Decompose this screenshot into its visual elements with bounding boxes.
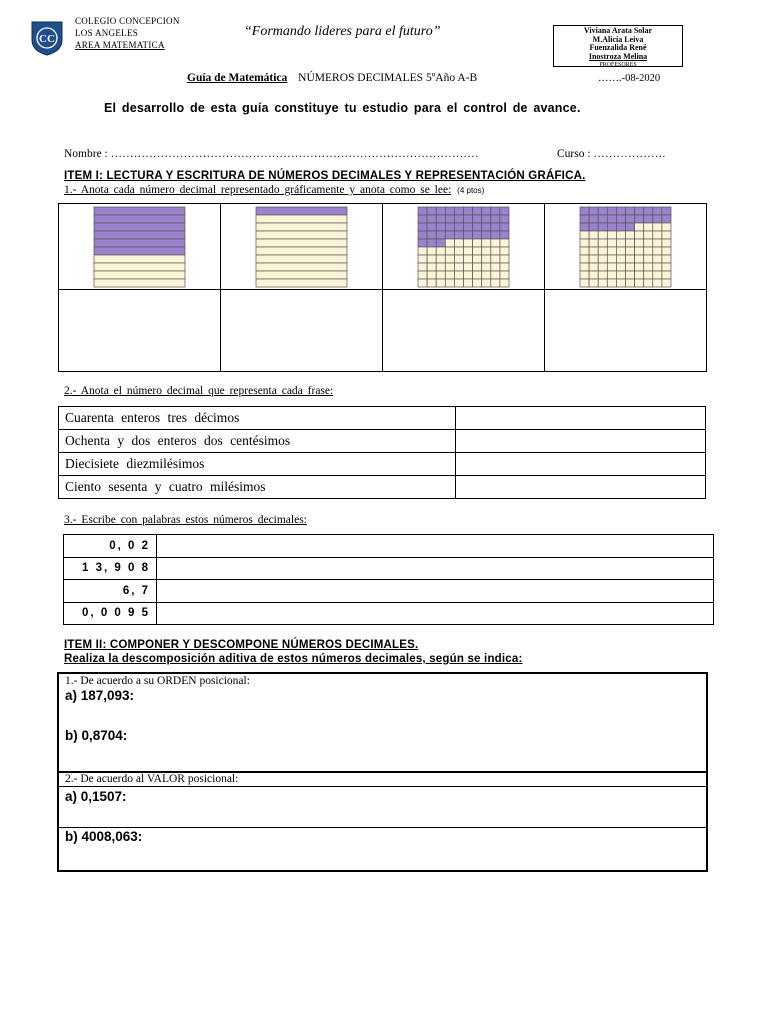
shaded-part <box>598 207 607 215</box>
shaded-part <box>653 207 662 215</box>
unshaded-part <box>616 271 625 279</box>
shaded-part <box>473 215 482 223</box>
shaded-part <box>616 223 625 231</box>
shaded-part <box>473 231 482 239</box>
shaded-part <box>626 215 635 223</box>
shaded-part <box>626 207 635 215</box>
shaded-part <box>589 215 598 223</box>
unshaded-part <box>464 239 473 247</box>
unshaded-part <box>454 271 463 279</box>
unshaded-part <box>589 263 598 271</box>
item1-title: ITEM I: LECTURA Y ESCRITURA DE NÚMEROS DECIMALES Y REPRESENTACIÓN GRÁFICA. <box>64 170 586 182</box>
shaded-part <box>436 231 445 239</box>
unshaded-part <box>256 215 347 223</box>
q1-points: (4 ptos) <box>457 186 485 195</box>
intro-text: El desarrollo de esta guía constituye tu estudio para el control de avance. <box>104 101 581 115</box>
unshaded-part <box>256 231 347 239</box>
unshaded-part <box>427 255 436 263</box>
unshaded-part <box>644 271 653 279</box>
shaded-part <box>491 215 500 223</box>
unshaded-part <box>491 271 500 279</box>
unshaded-part <box>662 231 671 239</box>
unshaded-part <box>427 271 436 279</box>
unshaded-part <box>635 239 644 247</box>
answer-cell[interactable] <box>456 407 706 430</box>
teachers-caption: PROFESORES <box>599 62 637 69</box>
school-name: COLEGIO CONCEPCION <box>75 16 180 26</box>
unshaded-part <box>653 247 662 255</box>
shaded-part <box>427 223 436 231</box>
unshaded-part <box>626 263 635 271</box>
unshaded-part <box>464 247 473 255</box>
svg-text:CC: CC <box>39 33 55 45</box>
grid-representation-table <box>58 203 707 372</box>
table-row <box>64 557 714 580</box>
unshaded-part <box>445 247 454 255</box>
unshaded-part <box>589 271 598 279</box>
shaded-part <box>94 207 185 215</box>
unshaded-part <box>454 247 463 255</box>
shaded-part <box>427 239 436 247</box>
shaded-part <box>454 207 463 215</box>
number-cell: 0, 0 2 <box>64 535 157 558</box>
unshaded-part <box>256 223 347 231</box>
guide-title: NÚMEROS DECIMALES 5ºAño A-B <box>298 72 478 84</box>
answer-cell[interactable] <box>157 535 714 558</box>
decimal-grid-figure <box>579 206 672 288</box>
unshaded-part <box>500 279 509 287</box>
unshaded-part <box>662 263 671 271</box>
unshaded-part <box>580 239 589 247</box>
unshaded-part <box>662 223 671 231</box>
unshaded-part <box>653 271 662 279</box>
shaded-part <box>94 247 185 255</box>
shaded-part <box>427 231 436 239</box>
shaded-part <box>454 223 463 231</box>
unshaded-part <box>500 239 509 247</box>
part2-item-a: a) 0,1507: <box>65 789 127 804</box>
teacher-name: Fuenzalida René <box>589 43 647 53</box>
shaded-part <box>626 223 635 231</box>
unshaded-part <box>436 247 445 255</box>
unshaded-part <box>662 271 671 279</box>
unshaded-part <box>589 255 598 263</box>
unshaded-part <box>635 223 644 231</box>
shaded-part <box>464 207 473 215</box>
phrase-cell: Cuarenta enteros tres décimos <box>59 407 456 430</box>
part2-label: 2.- De acuerdo al VALOR posicional: <box>65 773 239 785</box>
unshaded-part <box>644 223 653 231</box>
shaded-part <box>94 239 185 247</box>
unshaded-part <box>607 239 616 247</box>
shaded-part <box>482 223 491 231</box>
part1-item-b: b) 0,8704: <box>65 728 128 743</box>
item2-subtitle: Realiza la descomposición aditiva de estos números decimales, según se indica: <box>64 653 523 665</box>
shaded-part <box>473 223 482 231</box>
shaded-part <box>445 215 454 223</box>
shaded-part <box>436 215 445 223</box>
part1-item-a: a) 187,093: <box>65 688 135 703</box>
unshaded-part <box>653 231 662 239</box>
unshaded-part <box>256 247 347 255</box>
unshaded-part <box>598 247 607 255</box>
shaded-part <box>662 207 671 215</box>
unshaded-part <box>598 239 607 247</box>
words-table <box>63 534 714 625</box>
unshaded-part <box>589 239 598 247</box>
unshaded-part <box>626 271 635 279</box>
unshaded-part <box>256 255 347 263</box>
shaded-part <box>580 207 589 215</box>
unshaded-part <box>626 247 635 255</box>
shaded-part <box>418 223 427 231</box>
grid-cell <box>383 204 545 290</box>
unshaded-part <box>626 231 635 239</box>
q2-instruction: 2.- Anota el número decimal que representa cada frase: <box>64 385 334 397</box>
shaded-part <box>616 215 625 223</box>
number-cell: 1 3, 9 0 8 <box>64 557 157 580</box>
answer-cell[interactable] <box>157 580 714 603</box>
answer-cell[interactable] <box>59 290 221 372</box>
unshaded-part <box>500 255 509 263</box>
unshaded-part <box>598 271 607 279</box>
phrase-cell: Diecisiete diezmilésimos <box>59 453 456 476</box>
unshaded-part <box>464 255 473 263</box>
shaded-part <box>418 239 427 247</box>
unshaded-part <box>436 263 445 271</box>
unshaded-part <box>635 263 644 271</box>
phrase-cell: Ciento sesenta y cuatro milésimos <box>59 476 456 499</box>
unshaded-part <box>473 271 482 279</box>
unshaded-part <box>482 263 491 271</box>
guide-label: Guía de Matemática <box>187 72 288 84</box>
unshaded-part <box>491 263 500 271</box>
answer-cell[interactable] <box>545 290 707 372</box>
shaded-part <box>256 207 347 215</box>
unshaded-part <box>598 279 607 287</box>
unshaded-part <box>256 271 347 279</box>
number-cell: 0, 0 0 9 5 <box>64 602 157 625</box>
unshaded-part <box>653 223 662 231</box>
school-info <box>75 15 180 51</box>
unshaded-part <box>598 231 607 239</box>
unshaded-part <box>589 279 598 287</box>
unshaded-part <box>662 239 671 247</box>
unshaded-part <box>500 271 509 279</box>
shaded-part <box>491 223 500 231</box>
unshaded-part <box>436 271 445 279</box>
unshaded-part <box>616 239 625 247</box>
number-cell: 6, 7 <box>64 580 157 603</box>
unshaded-part <box>644 247 653 255</box>
decomposition-box <box>57 672 708 872</box>
answer-cell[interactable] <box>456 430 706 453</box>
shaded-part <box>436 223 445 231</box>
shaded-part <box>491 231 500 239</box>
unshaded-part <box>94 255 185 263</box>
unshaded-part <box>418 255 427 263</box>
shaded-part <box>482 215 491 223</box>
shaded-part <box>418 207 427 215</box>
teacher-name: Inostroza Melina <box>588 51 648 61</box>
unshaded-part <box>418 247 427 255</box>
unshaded-part <box>653 279 662 287</box>
q3-instruction: 3.- Escribe con palabras estos números decimales: <box>64 514 307 526</box>
shaded-part <box>644 207 653 215</box>
shaded-part <box>607 215 616 223</box>
decimal-grid-figure <box>93 206 186 288</box>
unshaded-part <box>635 255 644 263</box>
shaded-part <box>427 207 436 215</box>
shaded-part <box>436 207 445 215</box>
shaded-part <box>500 223 509 231</box>
unshaded-part <box>473 239 482 247</box>
unshaded-part <box>256 239 347 247</box>
motto: “Formando lideres para el futuro” <box>244 24 441 39</box>
shaded-part <box>464 223 473 231</box>
table-row <box>64 535 714 558</box>
shaded-part <box>500 215 509 223</box>
unshaded-part <box>589 231 598 239</box>
unshaded-part <box>454 239 463 247</box>
unshaded-part <box>482 279 491 287</box>
unshaded-part <box>256 263 347 271</box>
shaded-part <box>653 215 662 223</box>
shaded-part <box>94 231 185 239</box>
table-row <box>59 476 706 499</box>
unshaded-part <box>626 279 635 287</box>
shaded-part <box>580 223 589 231</box>
table-row <box>64 580 714 603</box>
name-field[interactable]: Nombre : …………………………………………………………………………………… <box>64 148 479 160</box>
answer-cell[interactable] <box>221 290 383 372</box>
shaded-part <box>607 207 616 215</box>
unshaded-part <box>491 239 500 247</box>
unshaded-part <box>653 263 662 271</box>
teachers-box <box>553 25 683 67</box>
unshaded-part <box>607 271 616 279</box>
table-row <box>59 407 706 430</box>
shaded-part <box>491 207 500 215</box>
unshaded-part <box>580 263 589 271</box>
unshaded-part <box>589 247 598 255</box>
shaded-part <box>644 215 653 223</box>
answer-cell[interactable] <box>383 290 545 372</box>
answer-cell[interactable] <box>157 602 714 625</box>
decimal-grid-figure <box>255 206 348 288</box>
shaded-part <box>445 207 454 215</box>
unshaded-part <box>473 247 482 255</box>
unshaded-part <box>580 279 589 287</box>
unshaded-part <box>482 255 491 263</box>
grid-cell <box>221 204 383 290</box>
unshaded-part <box>464 263 473 271</box>
unshaded-part <box>482 271 491 279</box>
unshaded-part <box>607 231 616 239</box>
shaded-part <box>418 215 427 223</box>
unshaded-part <box>616 247 625 255</box>
school-area: AREA MATEMATICA <box>75 40 165 50</box>
unshaded-part <box>436 255 445 263</box>
unshaded-part <box>653 239 662 247</box>
unshaded-part <box>662 247 671 255</box>
unshaded-part <box>94 263 185 271</box>
unshaded-part <box>445 239 454 247</box>
shaded-part <box>445 231 454 239</box>
phrase-cell: Ochenta y dos enteros dos centésimos <box>59 430 456 453</box>
unshaded-part <box>473 279 482 287</box>
unshaded-part <box>500 247 509 255</box>
table-row <box>64 602 714 625</box>
unshaded-part <box>616 279 625 287</box>
unshaded-part <box>491 279 500 287</box>
unshaded-part <box>644 239 653 247</box>
shaded-part <box>635 207 644 215</box>
unshaded-part <box>482 247 491 255</box>
grid-cell <box>545 204 707 290</box>
unshaded-part <box>644 231 653 239</box>
unshaded-part <box>418 263 427 271</box>
item2-title: ITEM II: COMPONER Y DESCOMPONE NÚMEROS DECIMALES. <box>64 639 419 651</box>
unshaded-part <box>418 279 427 287</box>
shaded-part <box>473 207 482 215</box>
shaded-part <box>454 215 463 223</box>
part1-label: 1.- De acuerdo a su ORDEN posicional: <box>65 675 250 687</box>
divider <box>59 786 706 787</box>
unshaded-part <box>598 263 607 271</box>
unshaded-part <box>445 255 454 263</box>
shaded-part <box>436 239 445 247</box>
shaded-part <box>427 215 436 223</box>
unshaded-part <box>454 255 463 263</box>
unshaded-part <box>473 263 482 271</box>
unshaded-part <box>454 263 463 271</box>
unshaded-part <box>662 279 671 287</box>
shaded-part <box>418 231 427 239</box>
decimal-grid-figure <box>417 206 510 288</box>
table-row <box>59 430 706 453</box>
shaded-part <box>598 215 607 223</box>
shaded-part <box>580 215 589 223</box>
unshaded-part <box>662 255 671 263</box>
table-row <box>59 453 706 476</box>
answer-cell[interactable] <box>456 453 706 476</box>
unshaded-part <box>580 255 589 263</box>
shaded-part <box>464 215 473 223</box>
unshaded-part <box>94 279 185 287</box>
shaded-part <box>500 231 509 239</box>
guide-date: …….-08-2020 <box>598 73 661 84</box>
q1-instruction <box>64 184 484 196</box>
shaded-part <box>589 207 598 215</box>
part2-item-b: b) 4008,063: <box>65 829 143 844</box>
school-city: LOS ANGELES <box>75 28 139 38</box>
unshaded-part <box>482 239 491 247</box>
unshaded-part <box>598 255 607 263</box>
unshaded-part <box>607 263 616 271</box>
unshaded-part <box>491 255 500 263</box>
unshaded-part <box>445 263 454 271</box>
answer-cell[interactable] <box>157 557 714 580</box>
shaded-part <box>635 215 644 223</box>
unshaded-part <box>607 255 616 263</box>
unshaded-part <box>653 255 662 263</box>
answer-cell[interactable] <box>456 476 706 499</box>
unshaded-part <box>616 231 625 239</box>
unshaded-part <box>616 263 625 271</box>
unshaded-part <box>427 279 436 287</box>
shaded-part <box>598 223 607 231</box>
divider <box>59 827 706 828</box>
shaded-part <box>445 223 454 231</box>
unshaded-part <box>644 263 653 271</box>
unshaded-part <box>436 279 445 287</box>
unshaded-part <box>500 263 509 271</box>
unshaded-part <box>616 255 625 263</box>
unshaded-part <box>607 247 616 255</box>
unshaded-part <box>427 263 436 271</box>
unshaded-part <box>464 271 473 279</box>
teacher-name: Viviana Arata Solar <box>583 26 653 35</box>
grid-cell <box>59 204 221 290</box>
school-logo <box>30 20 64 56</box>
unshaded-part <box>644 255 653 263</box>
shaded-part <box>454 231 463 239</box>
shaded-part <box>616 207 625 215</box>
shaded-part <box>662 215 671 223</box>
shaded-part <box>589 223 598 231</box>
unshaded-part <box>626 239 635 247</box>
shaded-part <box>500 207 509 215</box>
unshaded-part <box>94 271 185 279</box>
teacher-name: M.Alicia Leiva <box>592 34 644 44</box>
unshaded-part <box>473 255 482 263</box>
q1-text: 1.- Anota cada número decimal representado gráficamente y anota como se lee: <box>64 184 452 196</box>
unshaded-part <box>644 279 653 287</box>
phrase-table <box>58 406 706 499</box>
shaded-part <box>482 207 491 215</box>
shaded-part <box>94 223 185 231</box>
shaded-part <box>464 231 473 239</box>
unshaded-part <box>607 279 616 287</box>
unshaded-part <box>256 279 347 287</box>
shaded-part <box>607 223 616 231</box>
unshaded-part <box>418 271 427 279</box>
unshaded-part <box>464 279 473 287</box>
unshaded-part <box>580 247 589 255</box>
guide-title-line <box>187 72 477 84</box>
unshaded-part <box>635 271 644 279</box>
unshaded-part <box>491 247 500 255</box>
unshaded-part <box>635 231 644 239</box>
unshaded-part <box>635 279 644 287</box>
course-field[interactable]: Curso : ………………. <box>557 148 666 160</box>
shaded-part <box>94 215 185 223</box>
unshaded-part <box>580 271 589 279</box>
unshaded-part <box>635 247 644 255</box>
unshaded-part <box>454 279 463 287</box>
unshaded-part <box>626 255 635 263</box>
unshaded-part <box>445 271 454 279</box>
unshaded-part <box>580 231 589 239</box>
unshaded-part <box>445 279 454 287</box>
shaded-part <box>482 231 491 239</box>
unshaded-part <box>427 247 436 255</box>
